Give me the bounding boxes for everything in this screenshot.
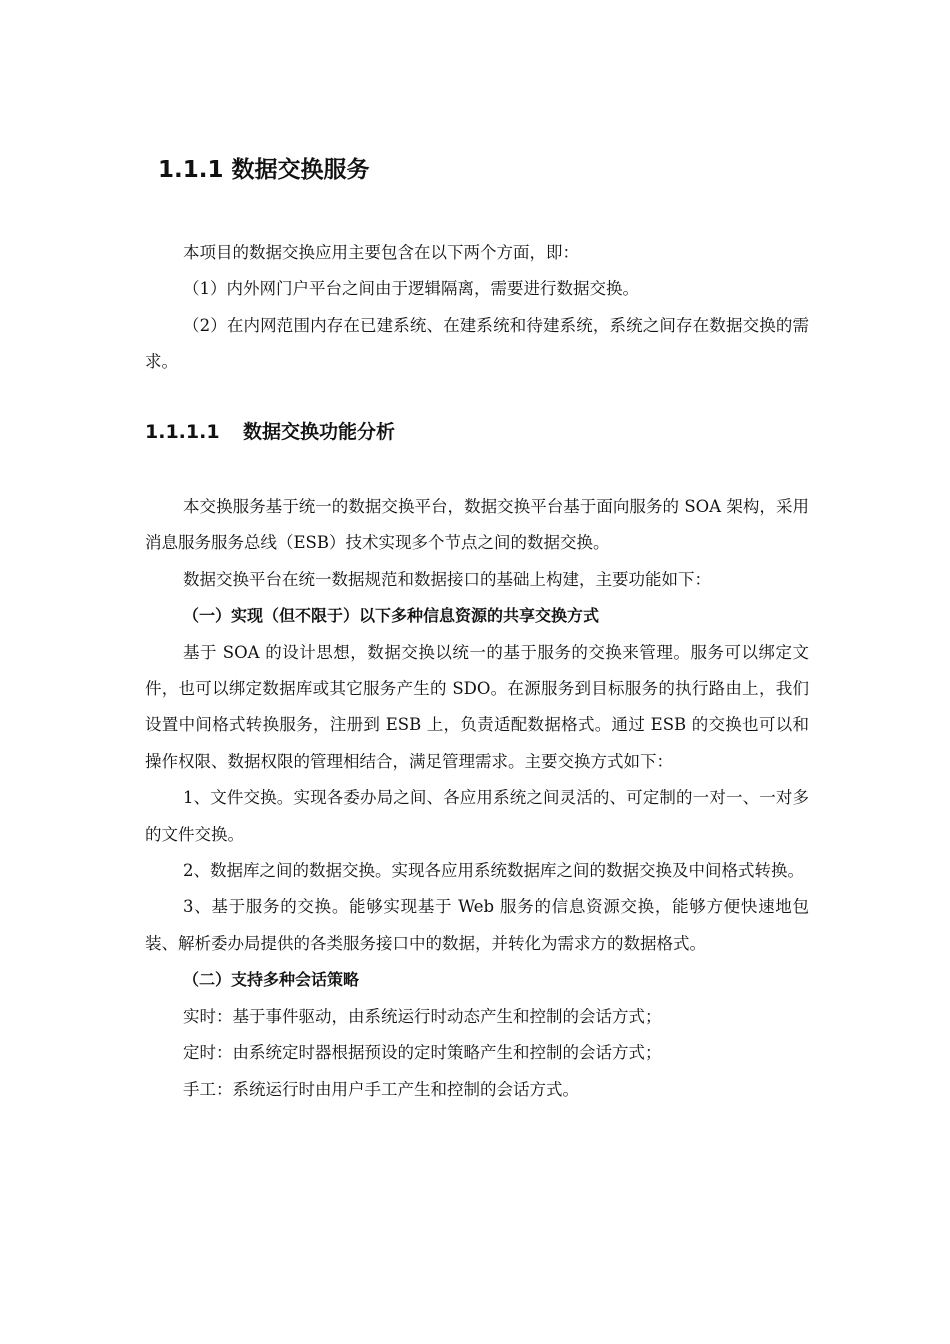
- intro-block: [145, 235, 809, 381]
- part2-heading: （二）支持多种会话策略: [183, 970, 360, 990]
- session-realtime: 实时：基于事件驱动，由系统运行时动态产生和控制的会话方式；: [183, 1006, 662, 1026]
- subsection-number: 1.1.1.1: [145, 421, 220, 443]
- session-manual: 手工：系统运行时由用户手工产生和控制的会话方式。: [183, 1079, 579, 1099]
- exchange-item-3: 3、基于服务的交换。能够实现基于 Web 服务的信息资源交换，能够方便快速地包装、解析委办局提供的各类服务接口中的数据，并转化为需求方的数据格式。: [145, 897, 809, 953]
- subsection-title: 数据交换功能分析: [243, 421, 396, 443]
- exchange-item-2: 2、数据库之间的数据交换。实现各应用系统数据库之间的数据交换及中间格式转换。: [183, 861, 804, 881]
- intro-item-1: （1）内外网门户平台之间由于逻辑隔离，需要进行数据交换。: [183, 279, 639, 299]
- section-heading: 1.1.1 数据交换服务: [158, 157, 370, 183]
- session-scheduled: 定时：由系统定时器根据预设的定时策略产生和控制的会话方式；: [183, 1043, 662, 1063]
- part1-heading: （一）实现（但不限于）以下多种信息资源的共享交换方式: [183, 606, 600, 626]
- body-paragraph: 本交换服务基于统一的数据交换平台，数据交换平台基于面向服务的 SOA 架构，采用消息服务服务总线（ESB）技术实现多个节点之间的数据交换。: [145, 497, 809, 553]
- intro-item-2: （2）在内网范围内存在已建系统、在建系统和待建系统，系统之间存在数据交换的需求。: [145, 315, 809, 372]
- subsection-body: [145, 489, 809, 1108]
- exchange-item-1: 1、文件交换。实现各委办局之间、各应用系统之间灵活的、可定制的一对一、一对多的文件交换。: [145, 788, 809, 844]
- body-paragraph: 基于 SOA 的设计思想，数据交换以统一的基于服务的交换来管理。服务可以绑定文件，也可以绑定数据库或其它服务产生的 SDO。在源服务到目标服务的执行路由上，我们设置中间格式转换服务，注册到 ESB 上，负责适配数据格式。通过 ESB 的交换也可以和操作权限、数据权限的管理相结合，满足管理需求。主要交换方式如下：: [145, 642, 809, 771]
- intro-paragraph: 本项目的数据交换应用主要包含在以下两个方面，即：: [183, 243, 579, 262]
- body-paragraph: 数据交换平台在统一数据规范和数据接口的基础上构建，主要功能如下：: [183, 569, 711, 589]
- subsection-heading: [145, 417, 395, 447]
